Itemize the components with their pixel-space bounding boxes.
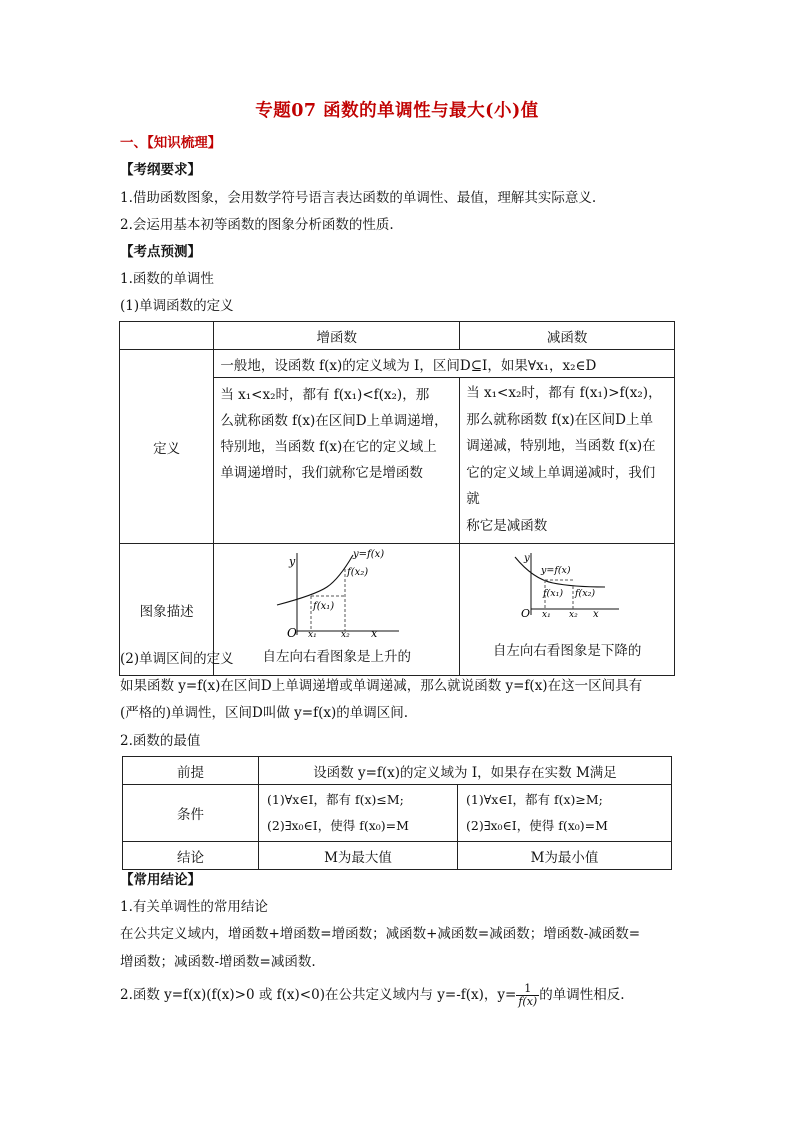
reciprocal-fraction <box>516 983 539 1008</box>
fx2-label: f(x₂) <box>346 567 368 578</box>
x1-label: x₁ <box>542 610 551 620</box>
inc-line-2: 么就称函数 f(x)在区间D上单调递增， <box>220 413 448 429</box>
section-heading: 一、【知识梳理】 <box>120 135 222 151</box>
max-condition-2: (2)∃x₀∈I，使得 f(x₀)=M <box>267 818 409 833</box>
fx1-label: f(x₁) <box>543 588 564 599</box>
inc-line-4: 单调递增时，我们就称它是增函数 <box>220 465 423 481</box>
requirement-1: 1.借助函数图象，会用数学符号语言表达函数的单调性、最值，理解其实际意义. <box>120 190 597 206</box>
y-axis-label: y <box>288 555 295 568</box>
inc-line-3: 特别地，当函数 f(x)在它的定义域上 <box>220 439 437 455</box>
decreasing-function-graph <box>507 549 627 623</box>
common-definition: 一般地，设函数 f(x)的定义域为 I，区间D⊆I，如果∀x₁，x₂∈D <box>214 350 675 378</box>
x2-label: x₂ <box>340 630 350 639</box>
max-conclusion: M为最大值 <box>259 842 458 870</box>
min-condition-1: (1)∀x∈I，都有 f(x)≥M; <box>466 792 603 807</box>
min-conditions <box>458 785 672 842</box>
increasing-definition <box>214 378 460 544</box>
increasing-graph-caption: 自左向右看图象是上升的 <box>262 649 412 665</box>
x-axis-label: x <box>370 627 377 639</box>
conclusion-1-heading: 1.有关单调性的常用结论 <box>120 899 268 915</box>
conclusion-label: 结论 <box>123 842 259 870</box>
curve-label: y=f(x) <box>541 565 571 576</box>
common-conclusions-heading: 【常用结论】 <box>120 872 201 888</box>
origin-label: O <box>521 607 531 620</box>
y-axis-label: y <box>524 553 530 564</box>
conclusion-2 <box>120 980 625 1010</box>
origin-label: O <box>286 626 297 639</box>
decreasing-graph-cell <box>460 544 675 676</box>
inc-line-1: 当 x₁<x₂时，都有 f(x₁)<f(x₂)，那 <box>220 387 430 403</box>
max-condition-1: (1)∀x∈I，都有 f(x)≤M; <box>267 792 404 807</box>
min-conclusion: M为最小值 <box>458 842 672 870</box>
conclusion-2-post: 的单调性相反. <box>539 987 625 1003</box>
page-title: 专题07 函数的单调性与最大(小)值 <box>255 101 539 121</box>
extrema-heading: 2.函数的最值 <box>120 733 201 749</box>
dec-line-3: 调递减，特别地，当函数 f(x)在 <box>466 438 656 454</box>
interval-def-subheading: (2)单调区间的定义 <box>120 651 234 667</box>
premise-label: 前提 <box>123 757 259 785</box>
interval-def-line-2: (严格的)单调性，区间D叫做 y=f(x)的单调区间. <box>120 705 409 721</box>
dec-line-2: 那么就称函数 f(x)在区间D上单 <box>466 411 653 428</box>
curve-label: y=f(x) <box>352 549 384 560</box>
conclusion-2-pre: 2.函数 y=f(x)(f(x)>0 或 f(x)<0)在公共定义域内与 y=-f(x)，y= <box>120 987 517 1003</box>
conclusion-1-line-1: 在公共定义域内，增函数+增函数=增函数；减函数+减函数=减函数；增函数-减函数= <box>120 926 641 942</box>
premise-text: 设函数 y=f(x)的定义域为 I，如果存在实数 M满足 <box>259 757 672 785</box>
requirements-heading: 【考纲要求】 <box>120 162 201 178</box>
dec-line-5: 称它是减函数 <box>466 517 548 534</box>
monotonicity-heading: 1.函数的单调性 <box>120 271 214 287</box>
fx1-label: f(x₁) <box>312 601 334 612</box>
condition-label: 条件 <box>123 785 259 842</box>
extrema-table <box>122 756 672 870</box>
conclusion-1-line-2: 增函数；减函数-增函数=减函数. <box>120 954 316 970</box>
decreasing-graph-caption: 自左向右看图象是下降的 <box>492 643 642 659</box>
increasing-graph-cell <box>214 544 460 676</box>
decreasing-definition <box>460 378 675 544</box>
col-header-increasing: 增函数 <box>214 322 460 350</box>
fraction-denominator: f(x) <box>518 995 538 1008</box>
interval-def-line-1: 如果函数 y=f(x)在区间D上单调递增或单调递减，那么就说函数 y=f(x)在这一区间具有 <box>120 678 643 694</box>
increasing-function-graph <box>267 547 407 639</box>
requirement-2: 2.会运用基本初等函数的图象分析函数的性质. <box>120 217 394 233</box>
row-header-definition: 定义 <box>120 350 214 544</box>
fx2-label: f(x₂) <box>575 588 596 599</box>
row-header-graph: 图象描述 <box>120 544 214 676</box>
max-conditions <box>259 785 458 842</box>
fraction-numerator: 1 <box>516 983 539 996</box>
x-axis-label: x <box>593 609 599 620</box>
monotonicity-table <box>119 321 675 676</box>
min-condition-2: (2)∃x₀∈I，使得 f(x₀)=M <box>466 818 608 833</box>
dec-line-1: 当 x₁<x₂时，都有 f(x₁)>f(x₂)， <box>466 385 662 401</box>
prediction-heading: 【考点预测】 <box>120 244 201 260</box>
monotone-def-subheading: (1)单调函数的定义 <box>120 298 234 314</box>
x2-label: x₂ <box>569 610 578 620</box>
col-header-decreasing: 减函数 <box>460 322 675 350</box>
x1-label: x₁ <box>307 630 317 639</box>
table-corner-cell <box>120 322 214 350</box>
dec-line-4: 它的定义域上单调递减时，我们就 <box>466 464 656 507</box>
